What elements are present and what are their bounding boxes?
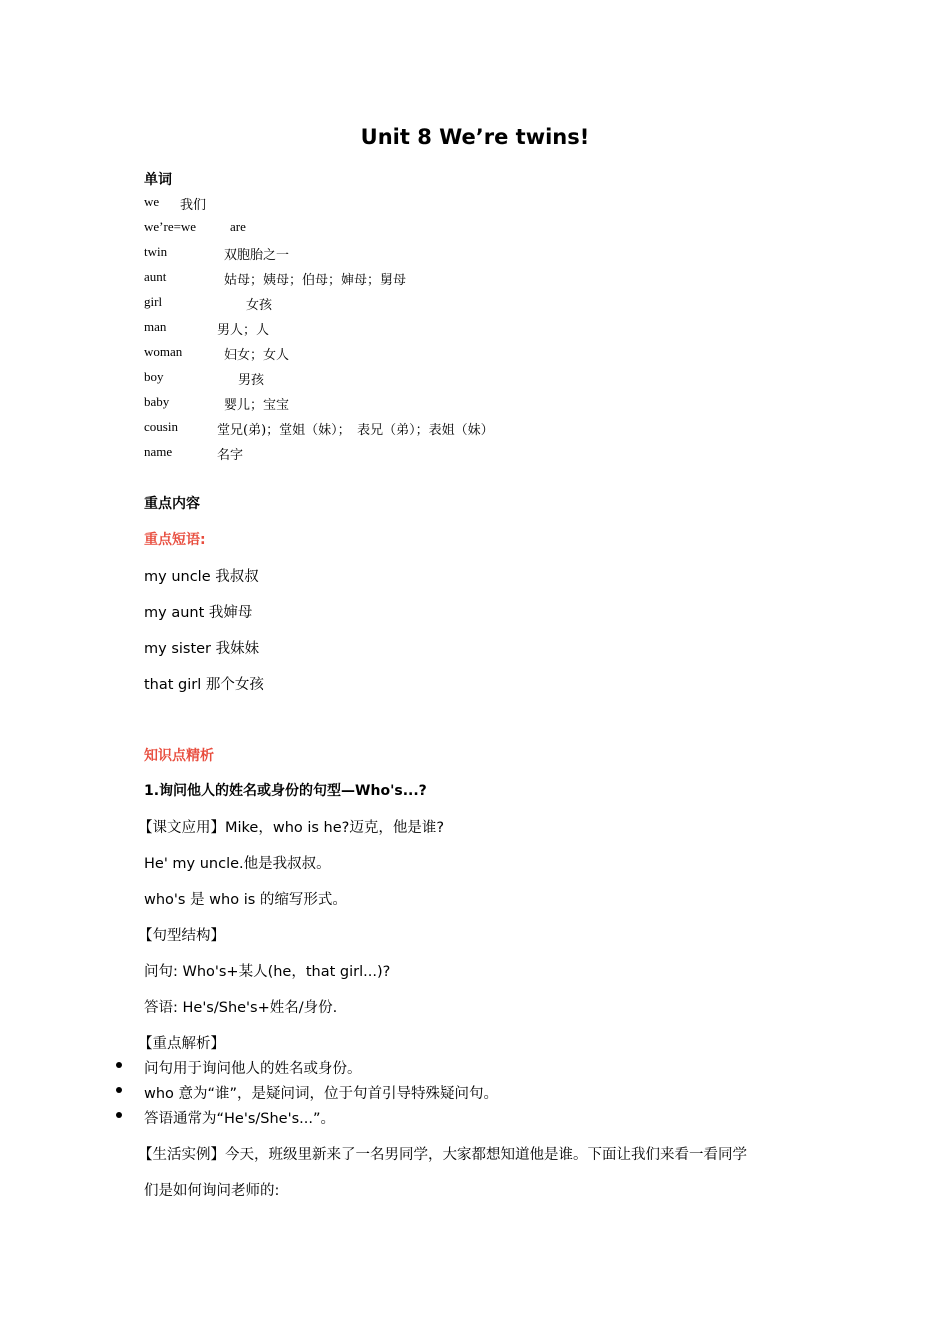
vocab-meaning: 双胞胎之一: [224, 248, 290, 263]
life-example-line: 们是如何询问老师的:: [144, 1183, 280, 1199]
vocab-meaning: 男人；人: [217, 323, 270, 338]
vocab-word: we’re=we: [144, 219, 197, 234]
vocab-meaning: 妇女；女人: [224, 348, 290, 363]
life-example-line: 【生活实例】今天，班级里新来了一名男同学，大家都想知道他是谁。下面让我们来看一看同学: [138, 1147, 747, 1163]
vocab-word: boy: [144, 369, 164, 384]
vocab-word: twin: [144, 244, 168, 259]
question-pattern: 问句: Who's+某人(he，that girl...)?: [144, 964, 391, 980]
text-application: 【课文应用】Mike，who is he?迈克，他是谁?: [138, 820, 445, 836]
bullet-item: 问句用于询问他人的姓名或身份。: [144, 1061, 362, 1077]
vocab-meaning: 女孩: [246, 298, 273, 313]
vocab-word: cousin: [144, 419, 178, 434]
vocab-meaning: 名字: [217, 448, 244, 463]
contraction-note: who's 是 who is 的缩写形式。: [144, 892, 347, 908]
key-content-heading: 重点内容: [144, 496, 200, 512]
analysis-heading: 【重点解析】: [138, 1036, 225, 1052]
vocab-word: baby: [144, 394, 170, 409]
phrase-item: my uncle 我叔叔: [144, 569, 259, 585]
bullet-icon: [116, 1087, 122, 1093]
phrases-heading: 重点短语:: [144, 532, 206, 548]
bullet-icon: [116, 1062, 122, 1068]
vocab-word: girl: [144, 294, 163, 309]
reply-pattern: 答语: He's/She's+姓名/身份.: [144, 1000, 338, 1016]
bullet-item: 答语通常为“He's/She's...”。: [144, 1111, 335, 1127]
vocab-heading: 单词: [144, 172, 172, 188]
phrase-item: my aunt 我婶母: [144, 605, 253, 621]
vocab-word: man: [144, 319, 167, 334]
bullet-icon: [116, 1112, 122, 1118]
vocab-meaning: 堂兄(弟)；堂姐（妹）； 表兄（弟）；表姐（妹）: [217, 423, 494, 438]
phrase-item: my sister 我妹妹: [144, 641, 260, 657]
vocab-word: name: [144, 444, 173, 459]
vocab-meaning: 婴儿；宝宝: [224, 398, 290, 413]
vocab-meaning: are: [230, 219, 246, 234]
vocab-word: we: [144, 194, 160, 209]
phrase-item: that girl 那个女孩: [144, 677, 264, 693]
vocab-meaning: 姑母；姨母；伯母；婶母；舅母: [224, 273, 407, 288]
point-title: 1.询问他人的姓名或身份的句型—Who's...?: [144, 783, 427, 799]
structure-heading: 【句型结构】: [138, 928, 225, 944]
page-title: Unit 8 We’re twins!: [360, 125, 590, 149]
vocab-meaning: 我们: [180, 198, 207, 213]
bullet-item: who 意为“谁”，是疑问词，位于句首引导特殊疑问句。: [144, 1086, 499, 1102]
answer-line: He' my uncle.他是我叔叔。: [144, 856, 331, 872]
knowledge-heading: 知识点精析: [144, 748, 214, 764]
vocab-word: aunt: [144, 269, 167, 284]
vocab-meaning: 男孩: [238, 373, 265, 388]
vocab-word: woman: [144, 344, 183, 359]
